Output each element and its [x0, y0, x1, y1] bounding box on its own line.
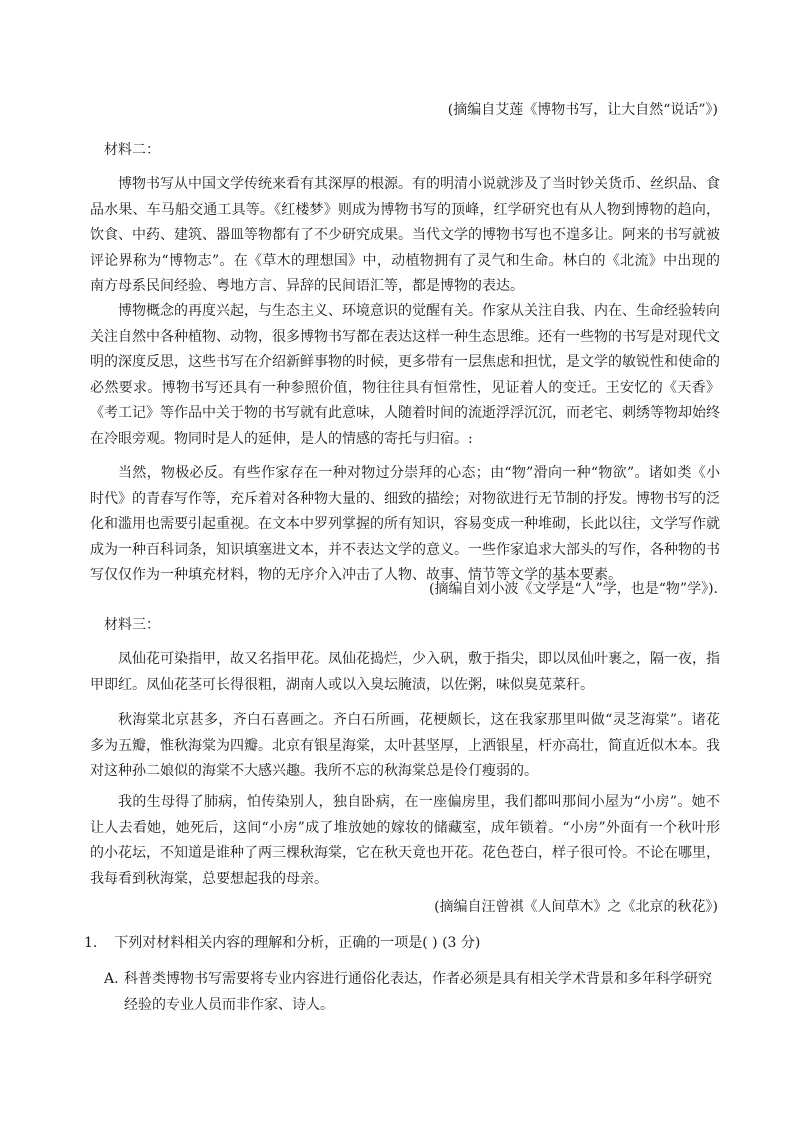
- material-3-paragraph-3: 我的生母得了肺病，怕传染别人，独自卧病，在一座偏房里，我们都叫那间小屋为“小房”。她不让人去看她，她死后，这间“小房”成了堆放她的嫁妆的储藏室，成年锁着。“小房”外面有一个秋叶形的小花坛，不知道是谁种了两三棵秋海棠，它在秋天竟也开花。花色苍白，样子很可怜。不论在哪里，我每看到秋海棠，总要想起我的母亲。: [90, 794, 720, 887]
- material-3-paragraph-2: 秋海棠北京甚多，齐白石喜画之。齐白石所画，花梗颇长，这在我家那里叫做“灵芝海棠”。诸花多为五瓣，惟秋海棠为四瓣。北京有银星海棠，太叶甚坚厚，上洒银星，杆亦高壮，简直近似木本。我对这种孙二娘似的海棠不大感兴趣。我所不忘的秋海棠总是伶仃瘦弱的。: [90, 712, 720, 779]
- question-1-option-a: [104, 967, 720, 1018]
- question-number: 1.: [84, 935, 98, 951]
- source-citation-2: (摘编自刘小波《文学是“人”学，也是“物”学》).: [428, 581, 718, 597]
- material-2-paragraph-1: 博物书写从中国文学传统来看有其深厚的根源。有的明清小说就涉及了当时钞关货币、丝织品、食品水果、车马船交通工具等。《红楼梦》则成为博物书写的顶峰，红学研究也有从人物到博物的趋向，饮食、中药、建筑、器皿等物都有了不少研究成果。当代文学的博物书写也不遑多让。阿来的书写就被评论界称为“博物志”。在《草木的理想国》中，动植物拥有了灵气和生命。林白的《北流》中出现的南方母系民间经验、粤地方言、异辞的民间语汇等，都是博物的表达。: [90, 176, 720, 294]
- material-2-heading: 材料二：: [104, 142, 160, 158]
- question-stem: 下列对材料相关内容的理解和分析，正确的一项是( ) (3 分): [114, 935, 481, 951]
- material-3-paragraph-1: 凤仙花可染指甲，故又名指甲花。凤仙花捣烂，少入矾，敷于指尖，即以凤仙叶裹之，隔一夜，指甲即红。凤仙花茎可长得很粗，湖南人或以入臭坛腌渍，以佐粥，味似臭苋菜秆。: [90, 651, 720, 693]
- option-text-line-2: 经验的专业人员而非作家、诗人。: [124, 996, 334, 1013]
- material-3-heading: 材料三：: [104, 617, 160, 633]
- source-citation-1: (摘编自艾莲《博物书写，让大自然“说话”》): [447, 102, 718, 118]
- material-2-paragraph-2: 博物概念的再度兴起，与生态主义、环境意识的觉醒有关。作家从关注自我、内在、生命经验转向关注自然中各种植物、动物，很多博物书写都在表达这样一种生态思维。还有一些物的书写是对现代文明的深度反思，这些书写在介绍新鲜事物的时候，更多带有一层焦虑和担忧，是文学的敏锐性和使命的必然要求。博物书写还具有一种参照价值，物往往具有恒常性，见证着人的变迁。王安忆的《天香》《考工记》等作品中关于物的书写就有此意味，人随着时间的流逝浮浮沉沉，而老宅、刺绣等物却始终在冷眼旁观。物同时是人的延伸，是人的情感的寄托与归宿。:: [90, 303, 720, 447]
- option-label: A.: [104, 971, 119, 987]
- option-text-line-1: 科普类博物书写需要将专业内容进行通俗化表达，作者必须是具有相关学术背景和多年科学研究: [124, 971, 712, 987]
- question-1: [84, 933, 480, 953]
- material-2-paragraph-3: 当然，物极必反。有些作家存在一种对物过分崇拜的心态；由“物”滑向一种“物欲”。诸如类《小时代》的青春写作等，充斥着对各种物大量的、细致的描绘；对物欲进行无节制的抒发。博物书写的泛化和滥用也需要引起重视。在文本中罗列掌握的所有知识，容易变成一种堆砌，长此以往，文学写作就成为一种百科词条，知识填塞进文本，并不表达文学的意义。一些作家追求大部头的写作，各种物的书写仅仅作为一种填充材料，物的无序介入冲击了人物、故事、情节等文学的基本要素。: [90, 465, 720, 583]
- source-citation-3: (摘编自汪曾祺《人间草木》之《北京的秋花》): [434, 899, 718, 915]
